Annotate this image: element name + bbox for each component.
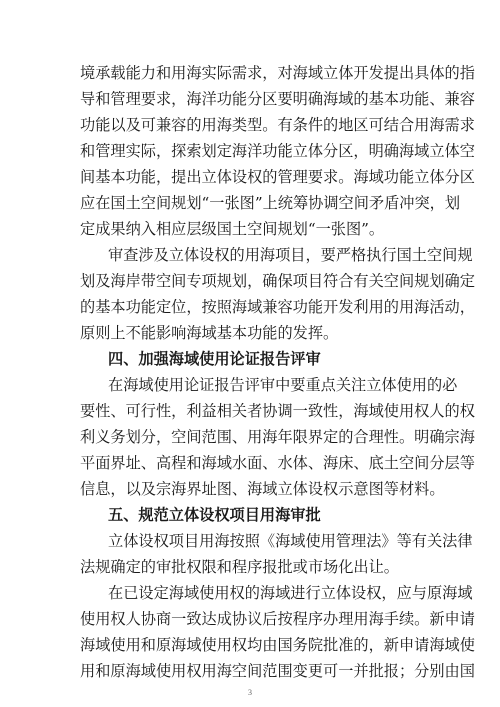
page-number: 3 bbox=[248, 688, 252, 697]
paragraph-line: 海域使用和原海域使用权均由国务院批准的，新申请海域使 bbox=[80, 636, 475, 654]
section-heading: 五、规范立体设权项目用海审批 bbox=[108, 506, 321, 524]
paragraph-line: 应在国土空间规划“一张图”上统筹协调空间矛盾冲突，划 bbox=[80, 194, 461, 212]
paragraph-line: 信息，以及宗海界址图、海域立体设权示意图等材料。 bbox=[80, 480, 445, 498]
paragraph-line: 在海域使用论证报告评审中要重点关注立体使用的必 bbox=[108, 376, 458, 394]
paragraph-line: 境承载能力和用海实际需求，对海域立体开发提出具体的指 bbox=[80, 64, 475, 82]
paragraph-line: 间基本功能，提出立体设权的管理要求。海域功能立体分区 bbox=[80, 168, 475, 186]
paragraph-line: 功能以及可兼容的用海类型。有条件的地区可结合用海需求 bbox=[80, 116, 475, 134]
paragraph-line: 利义务划分，空间范围、用海年限界定的合理性。明确宗海 bbox=[80, 428, 475, 446]
paragraph-line: 审查涉及立体设权的用海项目，要严格执行国土空间规 bbox=[108, 246, 473, 264]
paragraph-line: 定成果纳入相应层级国土空间规划“一张图”。 bbox=[80, 220, 385, 238]
paragraph-line: 立体设权项目用海按照《海域使用管理法》等有关法律 bbox=[108, 532, 473, 550]
paragraph-line: 要性、可行性，利益相关者协调一致性，海域使用权人的权 bbox=[80, 402, 475, 420]
paragraph-line: 划及海岸带空间专项规划，确保项目符合有关空间规划确定 bbox=[80, 272, 475, 290]
paragraph-line: 用和原海域使用权用海空间范围变更可一并批报；分别由国 bbox=[80, 662, 475, 680]
section-heading: 四、加强海域使用论证报告评审 bbox=[108, 350, 321, 368]
paragraph-line: 使用权人协商一致达成协议后按程序办理用海手续。新申请 bbox=[80, 610, 475, 628]
paragraph-line: 的基本功能定位，按照海域兼容功能开发利用的用海活动， bbox=[80, 298, 475, 316]
paragraph-line: 平面界址、高程和海域水面、水体、海床、底土空间分层等 bbox=[80, 454, 475, 472]
paragraph-line: 法规确定的审批权限和程序报批或市场化出让。 bbox=[80, 558, 399, 576]
paragraph-line: 和管理实际，探索划定海洋功能立体分区，明确海域立体空 bbox=[80, 142, 475, 160]
paragraph-line: 导和管理要求，海洋功能分区要明确海域的基本功能、兼容 bbox=[80, 90, 475, 108]
paragraph-line: 在已设定海域使用权的海域进行立体设权，应与原海域 bbox=[108, 584, 473, 602]
paragraph-line: 原则上不能影响海域基本功能的发挥。 bbox=[80, 324, 339, 342]
